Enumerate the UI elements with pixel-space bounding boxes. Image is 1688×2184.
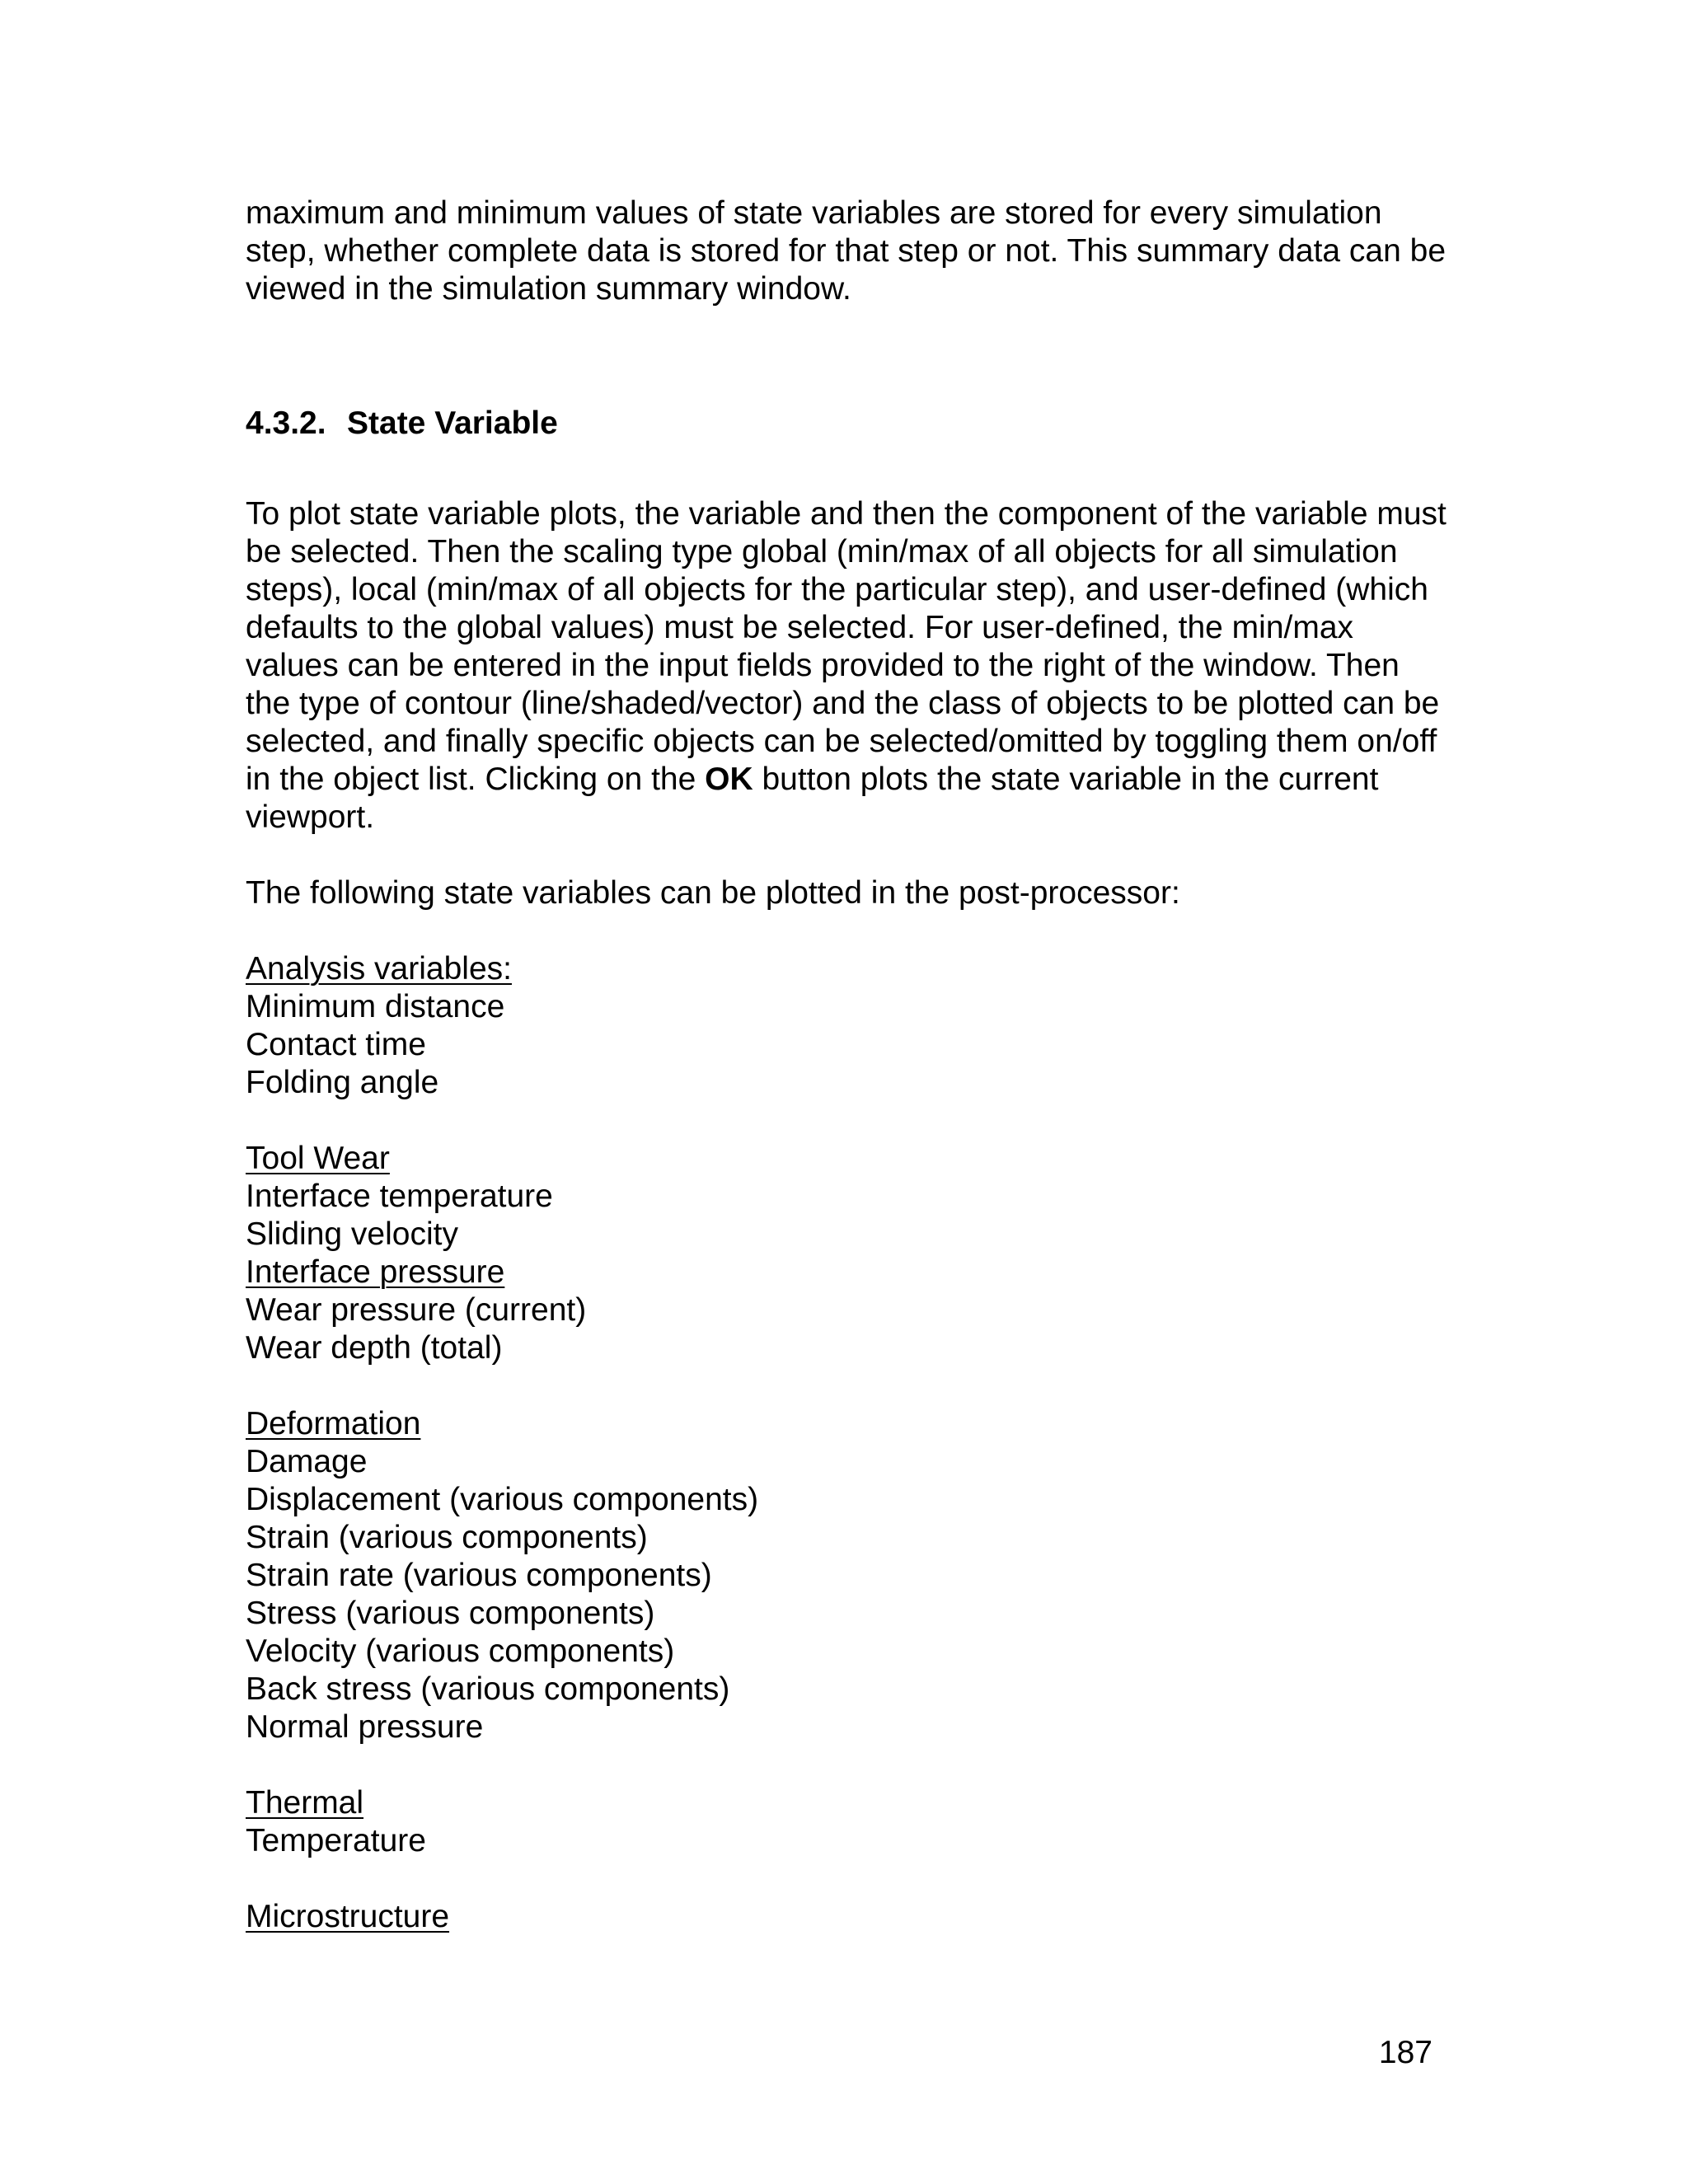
list-item: Normal pressure (246, 1709, 484, 1745)
section-heading (246, 405, 1449, 443)
list-item: Temperature (246, 1823, 426, 1858)
following-text: The following state variables can be plotted in the post-processor: (246, 875, 1180, 911)
body-paragraph (246, 495, 1449, 837)
group-microstructure (246, 1898, 1449, 1936)
group-analysis-variables (246, 950, 1449, 1102)
list-item: Strain (various components) (246, 1520, 648, 1555)
list-item: Back stress (various components) (246, 1671, 730, 1707)
group-heading: Microstructure (246, 1899, 450, 1934)
body-text-start: To plot state variable plots, the variable and then the component of the variable must be selected. Then the scaling type global (min/max of all objects for all simulation steps), local (min/max of all objects for the particular step), and user-defined (which defaults to the global values) must be selected. For user-defined, the min/max values can be entered in the input fields provided to the right of the window. Then the type of contour (line/shaded/vector) and the class of objects to be plotted can be selected, and finally specific objects can be selected/omitted by toggling them on/off in the object list. Clicking on the (246, 496, 1447, 797)
group-heading: Analysis variables: (246, 951, 512, 987)
list-item: Wear depth (total) (246, 1330, 503, 1366)
list-item: Stress (various components) (246, 1596, 655, 1631)
intro-paragraph: maximum and minimum values of state variables are stored for every simulation step, whether complete data is stored for that step or not. This summary data can be viewed in the simulation summary window. (246, 195, 1447, 307)
list-item: Damage (246, 1444, 368, 1479)
list-item: Folding angle (246, 1065, 439, 1100)
list-item: Interface temperature (246, 1179, 553, 1214)
body-text-end: button plots the state variable in the current viewport. (246, 762, 1379, 835)
section-title: State Variable (347, 405, 558, 441)
group-deformation (246, 1405, 1449, 1746)
ok-button-reference: OK (705, 762, 753, 797)
group-heading: Thermal (246, 1785, 364, 1821)
group-heading: Deformation (246, 1406, 421, 1441)
group-tool-wear (246, 1140, 1449, 1367)
list-item: Sliding velocity (246, 1216, 458, 1252)
group-subheading: Interface pressure (246, 1254, 505, 1290)
list-item: Velocity (various components) (246, 1633, 675, 1669)
page-number: 187 (1378, 2035, 1432, 2070)
section-number: 4.3.2. (246, 405, 326, 441)
group-heading: Tool Wear (246, 1141, 390, 1176)
list-item: Wear pressure (current) (246, 1292, 587, 1328)
list-item: Contact time (246, 1027, 426, 1062)
list-item: Minimum distance (246, 989, 505, 1024)
group-thermal (246, 1784, 1449, 1860)
list-item: Strain rate (various components) (246, 1558, 712, 1593)
page-content (246, 194, 1449, 1936)
list-item: Displacement (various components) (246, 1482, 759, 1517)
